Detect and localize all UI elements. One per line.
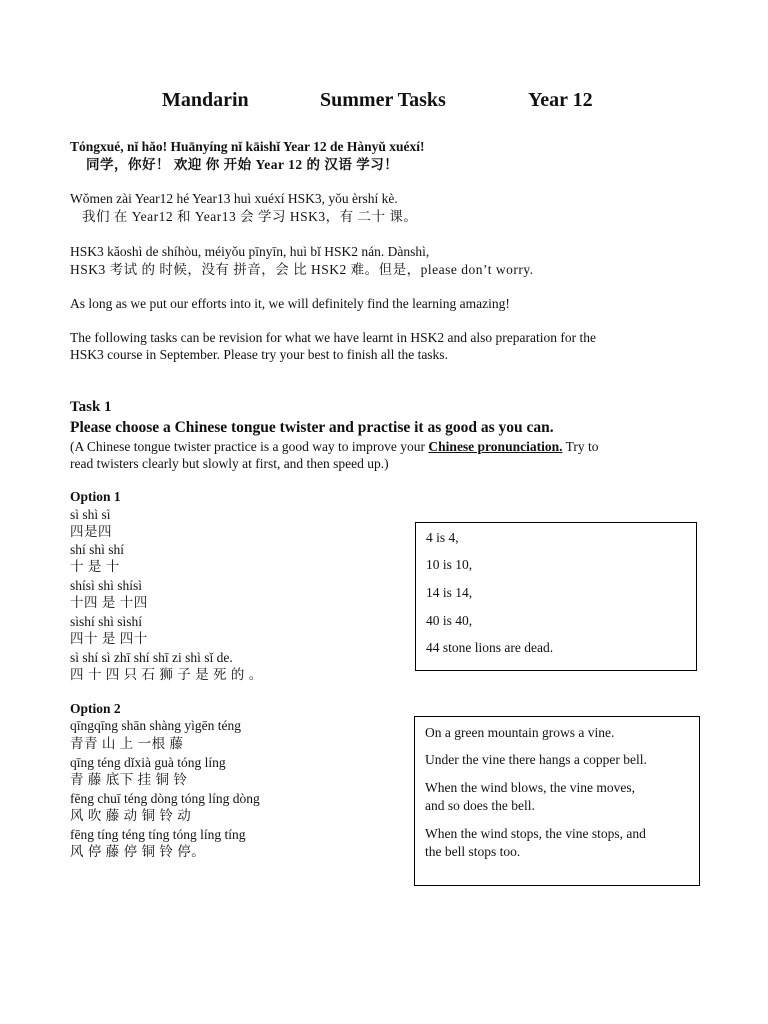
task1-note-line2: read twisters clearly but slowly at first, and then speed up.): [70, 456, 389, 471]
task1-label: Task 1: [70, 399, 112, 415]
intro-p4: As long as we put our efforts into it, we will definitely find the learning amazing!: [70, 296, 510, 311]
intro-p5-line1: The following tasks can be revision for what we have learnt in HSK2 and also preparation for the: [70, 330, 596, 345]
welcome-pinyin: Tóngxué, nǐ hǎo! Huānyíng nǐ kāishǐ Year 12 de Hànyǔ xuéxí!: [70, 139, 425, 154]
task1-note-after: Try to: [562, 439, 599, 454]
option1-line: 四 十 四 只 石 狮 子 是 死 的 。: [70, 667, 263, 682]
option2-translation-line: the bell stops too.: [425, 844, 521, 859]
option2-line: qīngqīng shān shàng yìgēn téng: [70, 718, 241, 733]
option1-line: sìshí shì sìshí: [70, 614, 143, 629]
task1-heading: Please choose a Chinese tongue twister and practise it as good as you can.: [70, 419, 554, 436]
option2-translation-line: Under the vine there hangs a copper bell.: [425, 752, 647, 767]
option2-translation-box: [414, 716, 700, 886]
task1-note-before: (A Chinese tongue twister practice is a good way to improve your: [70, 439, 429, 454]
intro-p3-pinyin: HSK3 kǎoshì de shíhòu, méiyǒu pīnyīn, huì bǐ HSK2 nán. Dànshì,: [70, 244, 430, 259]
option2-line: fēng chuī téng dòng tóng líng dòng: [70, 791, 260, 806]
option2-translation-line: When the wind stops, the vine stops, and: [425, 826, 646, 841]
option1-translation-line: 10 is 10,: [426, 557, 473, 572]
option2-line: 风 吹 藤 动 铜 铃 动: [70, 808, 192, 823]
option1-line: 四十 是 四十: [70, 631, 148, 646]
intro-p5-line2: HSK3 course in September. Please try your best to finish all the tasks.: [70, 347, 448, 362]
option1-translation-line: 14 is 14,: [426, 585, 473, 600]
option1-line: sì shí sì zhī shí shī zi shì sǐ de.: [70, 650, 233, 665]
intro-p2-pinyin: Wǒmen zài Year12 hé Year13 huì xuéxí HSK3, yǒu èrshí kè.: [70, 191, 398, 206]
option2-line: 青青 山 上 一根 藤: [70, 736, 184, 751]
intro-p3-hanzi: HSK3 考试 的 时候，没有 拼音，会 比 HSK2 难。但是，please don’t worry.: [70, 262, 534, 277]
option1-line: sì shì sì: [70, 507, 111, 522]
option1-translation-line: 40 is 40,: [426, 613, 473, 628]
option1-line: 四是四: [70, 524, 112, 539]
title-subject: Mandarin: [162, 89, 249, 111]
option2-translation-line: On a green mountain grows a vine.: [425, 725, 615, 740]
option1-translation-line: 4 is 4,: [426, 530, 459, 545]
option2-translation-line: and so does the bell.: [425, 798, 535, 813]
task1-note-emphasis: Chinese pronunciation.: [428, 439, 563, 454]
option1-line: shísì shì shísì: [70, 578, 143, 593]
title-tasks: Summer Tasks: [320, 89, 446, 111]
option1-label: Option 1: [70, 489, 121, 504]
intro-p2-hanzi: 我们 在 Year12 和 Year13 会 学习 HSK3，有 二十 课。: [82, 209, 418, 224]
option1-translation-box: [415, 522, 697, 671]
option2-translation-line: When the wind blows, the vine moves,: [425, 780, 635, 795]
option1-translation-line: 44 stone lions are dead.: [426, 640, 554, 655]
option2-label: Option 2: [70, 701, 121, 716]
option1-line: shí shì shí: [70, 542, 125, 557]
title-year: Year 12: [528, 89, 593, 111]
option2-line: 青 藤 底下 挂 铜 铃: [70, 772, 188, 787]
option2-line: fēng tíng téng tíng tóng líng tíng: [70, 827, 246, 842]
welcome-hanzi: 同学，你好！ 欢迎 你 开始 Year 12 的 汉语 学习！: [86, 157, 399, 172]
option1-line: 十 是 十: [70, 559, 120, 574]
option2-line: 风 停 藤 停 铜 铃 停。: [70, 844, 206, 859]
option1-line: 十四 是 十四: [70, 595, 148, 610]
task1-note-line1: [70, 438, 598, 455]
option2-line: qīng téng dǐxià guà tóng líng: [70, 755, 226, 770]
